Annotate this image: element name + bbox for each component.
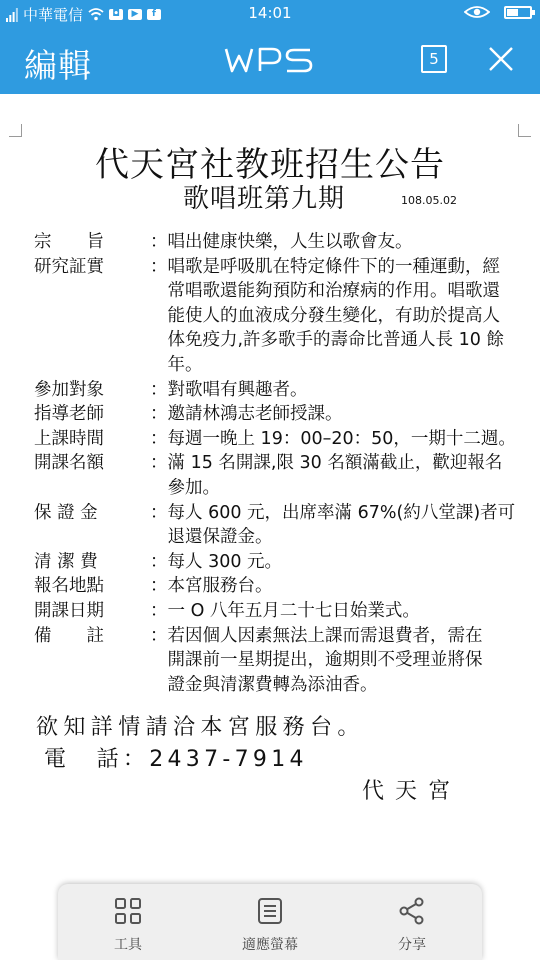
notice-row-line: 唱歌是呼吸肌在特定條件下的一種運動，經 xyxy=(167,256,500,277)
notice-row-value xyxy=(168,378,525,403)
contact-phone: 電 話：2437-7914 xyxy=(44,747,308,772)
eye-icon xyxy=(464,5,490,19)
notice-row-colon: ： xyxy=(150,428,168,449)
app-toolbar xyxy=(0,28,540,94)
notice-row-label: 報名地點 xyxy=(34,576,104,597)
notice-row xyxy=(34,550,524,575)
document-date: 108.05.02 xyxy=(401,194,457,207)
notice-row-line: 唱出健康快樂，人生以歌會友。 xyxy=(167,232,413,252)
notice-row xyxy=(34,402,524,427)
notice-row-line: 本宮服務台。 xyxy=(167,576,273,597)
grid-icon xyxy=(114,897,142,925)
notice-row-line: 邀請林鴻志老師授課。 xyxy=(167,404,343,425)
notice-row-value xyxy=(168,501,525,550)
page-corner-mark xyxy=(518,124,531,137)
notice-row-value xyxy=(168,230,525,255)
notice-row-label: 保 證 金 xyxy=(34,502,98,523)
status-right xyxy=(464,5,532,19)
share-label: 分享 xyxy=(398,937,426,953)
close-icon[interactable] xyxy=(488,46,514,72)
page-corner-mark xyxy=(9,124,22,137)
notice-row-label: 研究証實 xyxy=(34,256,104,277)
notice-row-colon: ： xyxy=(150,576,168,597)
notice-row-line: 開課前一星期提出，逾期則不受理並將保 xyxy=(167,650,483,671)
notice-row-line: 退還保證金。 xyxy=(167,527,273,548)
notice-row-line: 對歌唱有興趣者。 xyxy=(167,379,308,400)
notice-row-line: 体免疫力,許多歌手的壽命比普通人長 10 餘 xyxy=(167,330,504,351)
document-subtitle: 歌唱班第九期 xyxy=(183,184,346,214)
notice-row-value xyxy=(168,451,525,500)
notice-row xyxy=(34,574,524,599)
battery-icon xyxy=(504,6,532,19)
notice-row-label: 備 註 xyxy=(34,625,104,646)
notice-row-line: 常唱歌還能夠預防和治療病的作用。唱歌還 xyxy=(167,281,500,302)
page-count-button[interactable]: 5 xyxy=(421,45,447,73)
notice-row xyxy=(34,255,524,378)
tools-button[interactable] xyxy=(58,884,198,960)
notice-row-value xyxy=(168,427,525,452)
notice-row-colon: ： xyxy=(150,453,168,474)
tools-label: 工具 xyxy=(114,937,142,953)
notice-row xyxy=(34,501,524,550)
notice-row-value xyxy=(168,624,525,698)
notice-row xyxy=(34,378,524,403)
notice-row-label: 參加對象 xyxy=(34,379,104,400)
carrier-name: 中華電信 xyxy=(23,6,84,24)
status-time: 14:01 xyxy=(248,4,292,22)
notice-row xyxy=(34,451,524,500)
notice-row-value xyxy=(168,255,525,378)
notice-row xyxy=(34,599,524,624)
notice-row-label: 宗 旨 xyxy=(34,232,104,252)
notice-row-colon: ： xyxy=(150,404,168,425)
notice-row-line: 能使人的血液成分發生變化，有助於提高人 xyxy=(167,305,500,326)
notice-row-colon: ： xyxy=(150,600,168,621)
notice-row-label: 開課名額 xyxy=(34,453,104,474)
notice-row-colon: ： xyxy=(150,232,168,252)
notice-row-colon: ： xyxy=(150,502,168,523)
notice-row-line: 證金與清潔費轉為添油香。 xyxy=(167,674,378,695)
fit-screen-button[interactable] xyxy=(200,884,340,960)
notice-row xyxy=(34,230,524,255)
notice-row-line: 滿 15 名開課,限 30 名額滿截止，歡迎報名 xyxy=(167,453,503,474)
notice-row-colon: ： xyxy=(150,379,168,400)
edit-button[interactable]: 編輯 xyxy=(24,46,92,85)
document-viewer[interactable] xyxy=(0,94,540,960)
facebook-icon: f xyxy=(147,9,161,20)
notice-row-line: 年。 xyxy=(167,354,203,375)
notice-row-colon: ： xyxy=(150,256,168,277)
notice-details xyxy=(34,230,524,697)
notice-row-line: 每週一晚上 19：00–20：50，一期十二週。 xyxy=(167,428,516,449)
notice-row-value xyxy=(168,550,525,575)
notice-row xyxy=(34,427,524,452)
notice-row-line: 一 О 八年五月二十七日始業式。 xyxy=(167,600,420,621)
notice-row-line: 參加。 xyxy=(167,477,220,498)
status-bar xyxy=(0,0,540,28)
signature: 代天宮 xyxy=(362,779,462,804)
share-button[interactable] xyxy=(342,884,482,960)
notice-row-label: 上課時間 xyxy=(34,428,104,449)
notice-row-line: 每人 300 元。 xyxy=(167,551,283,572)
battery-level xyxy=(507,9,518,16)
notice-row-label: 清 潔 費 xyxy=(34,551,98,572)
notice-row-value xyxy=(168,599,525,624)
contact-note: 欲知詳情請洽本宮服務台。 xyxy=(36,715,365,740)
notice-row-line: 若因個人因素無法上課而需退費者，需在 xyxy=(167,625,483,646)
video-icon: ▶ xyxy=(128,9,142,20)
fit-screen-icon xyxy=(256,897,284,925)
notice-row-label: 開課日期 xyxy=(34,600,104,621)
wps-logo xyxy=(224,46,316,74)
fit-screen-label: 適應螢幕 xyxy=(242,937,298,953)
notice-row-line: 每人 600 元，出席率滿 67%(約八堂課)者可 xyxy=(167,502,516,523)
share-icon xyxy=(398,897,426,925)
notice-row xyxy=(34,624,524,698)
message-icon: ◘ xyxy=(109,9,123,20)
document-title: 代天宮社教班招生公告 xyxy=(95,145,445,185)
notice-row-value xyxy=(168,402,525,427)
notice-row-value xyxy=(168,574,525,599)
notice-row-colon: ： xyxy=(150,551,168,572)
bottom-action-bar xyxy=(58,884,482,960)
notice-row-colon: ： xyxy=(150,625,168,646)
notice-row-label: 指導老師 xyxy=(34,404,104,425)
